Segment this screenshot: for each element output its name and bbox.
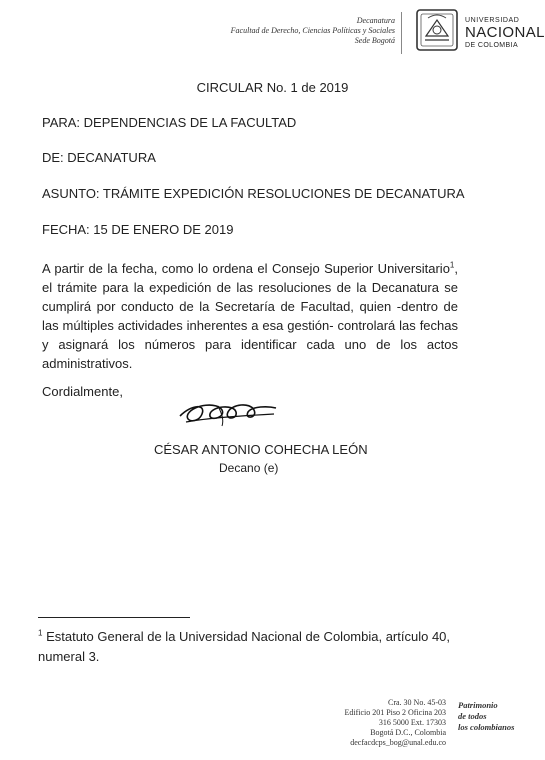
university-line-1: UNIVERSIDAD	[465, 17, 520, 24]
body-paragraph	[42, 259, 458, 373]
from-field: DE: DECANATURA	[42, 150, 156, 165]
date-field: FECHA: 15 DE ENERO DE 2019	[42, 222, 234, 237]
university-name	[465, 16, 545, 50]
header-divider	[401, 12, 402, 54]
address-line: Edificio 201 Piso 2 Oficina 203	[344, 708, 446, 717]
body-text-start: A partir de la fecha, como lo ordena el Consejo Superior Universitario	[42, 261, 450, 276]
faculty-header	[231, 16, 395, 46]
tagline-line: los colombianos	[458, 722, 515, 732]
closing: Cordialmente,	[42, 384, 123, 399]
signer-role: Decano (e)	[219, 461, 279, 475]
handwritten-signature	[178, 400, 278, 428]
header-campus-line: Sede Bogotá	[354, 36, 395, 45]
tagline-line: de todos	[458, 711, 487, 721]
subject-field: ASUNTO: TRÁMITE EXPEDICIÓN RESOLUCIONES DE DECANATURA	[42, 186, 465, 201]
signer-name: CÉSAR ANTONIO COHECHA LEÓN	[154, 442, 368, 457]
tagline-line: Patrimonio	[458, 700, 498, 710]
university-seal-icon	[414, 6, 460, 54]
circular-title: CIRCULAR No. 1 de 2019	[196, 80, 349, 95]
footer-address	[344, 698, 446, 748]
university-line-2: NACIONAL	[465, 24, 545, 41]
header-faculty-line: Facultad de Derecho, Ciencias Políticas y Sociales	[230, 26, 395, 35]
body-text-end: , el trámite para la expedición de las resoluciones de la Decanatura se cumplirá por conducto de la Secretaría de Facultad, quien -dentro de las múltiples actividades inherentes a esa gestión- controlará las fechas y asignará los números para identificar cada uno de los actos administrativos.	[42, 261, 458, 371]
footnote-reference: 1	[449, 260, 455, 270]
to-field: PARA: DEPENDENCIAS DE LA FACULTAD	[42, 115, 297, 130]
university-line-3: DE COLOMBIA	[465, 42, 519, 49]
patrimonio-tagline	[458, 700, 514, 733]
header-dept-line: Decanatura	[356, 16, 395, 25]
footnote	[38, 627, 478, 667]
phone-line: 316 5000 Ext. 17303	[378, 718, 446, 727]
footnote-text: Estatuto General de la Universidad Nacional de Colombia, artículo 40, numeral 3.	[38, 629, 451, 664]
address-line: Cra. 30 No. 45-03	[388, 698, 446, 707]
email-line: decfacdcps_bog@unal.edu.co	[350, 738, 446, 747]
footnote-divider	[38, 617, 190, 618]
city-line: Bogotá D.C., Colombia	[370, 728, 446, 737]
footnote-marker: 1	[38, 628, 43, 638]
